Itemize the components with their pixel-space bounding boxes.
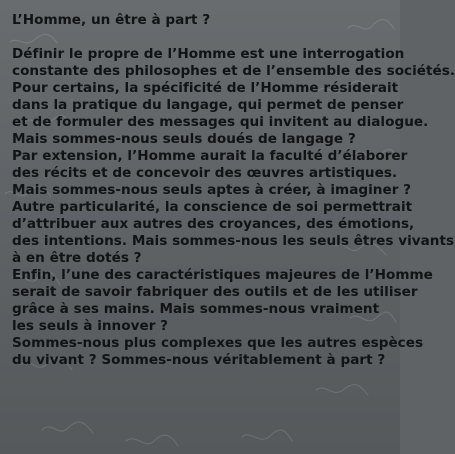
paragraph-line: des récits et de concevoir des œuvres artistiques. bbox=[12, 165, 398, 181]
paragraph-line: Sommes-nous plus complexes que les autres espèces bbox=[12, 335, 424, 351]
paragraph-line: d’attribuer aux autres des croyances, des émotions, bbox=[12, 216, 415, 232]
paragraph-line: les seuls à innover ? bbox=[12, 318, 169, 334]
paragraph-line: à en être dotés ? bbox=[12, 250, 142, 266]
paragraph-line: des intentions. Mais sommes-nous les seuls êtres vivants bbox=[12, 233, 455, 249]
paragraph-line: Enfin, l’une des caractéristiques majeures de l’Homme bbox=[12, 267, 433, 283]
museum-text bbox=[12, 12, 455, 369]
paragraph-line: Pour certains, la spécificité de l’Homme résiderait bbox=[12, 80, 399, 96]
paragraph-line: et de formuler des messages qui invitent au dialogue. bbox=[12, 114, 429, 130]
paragraph-line: Définir le propre de l’Homme est une interrogation bbox=[12, 46, 405, 62]
paragraph-line: grâce à ses mains. Mais sommes-nous vraiment bbox=[12, 301, 380, 317]
paragraph-line: Autre particularité, la conscience de soi permettrait bbox=[12, 199, 413, 215]
paragraph-line: dans la pratique du langage, qui permet de penser bbox=[12, 97, 404, 113]
paragraph-line: Par extension, l’Homme aurait la faculté d’élaborer bbox=[12, 148, 408, 164]
page-title: L’Homme, un être à part ? bbox=[12, 12, 211, 28]
paragraph-line: constante des philosophes et de l’ensemble des sociétés. bbox=[12, 63, 455, 79]
paragraph-line: Mais sommes-nous seuls doués de langage ? bbox=[12, 131, 356, 147]
paragraph-line: Mais sommes-nous seuls aptes à créer, à imaginer ? bbox=[12, 182, 412, 198]
paragraph-line: du vivant ? Sommes-nous véritablement à part ? bbox=[12, 352, 386, 368]
paragraph-line: serait de savoir fabriquer des outils et de les utiliser bbox=[12, 284, 418, 300]
